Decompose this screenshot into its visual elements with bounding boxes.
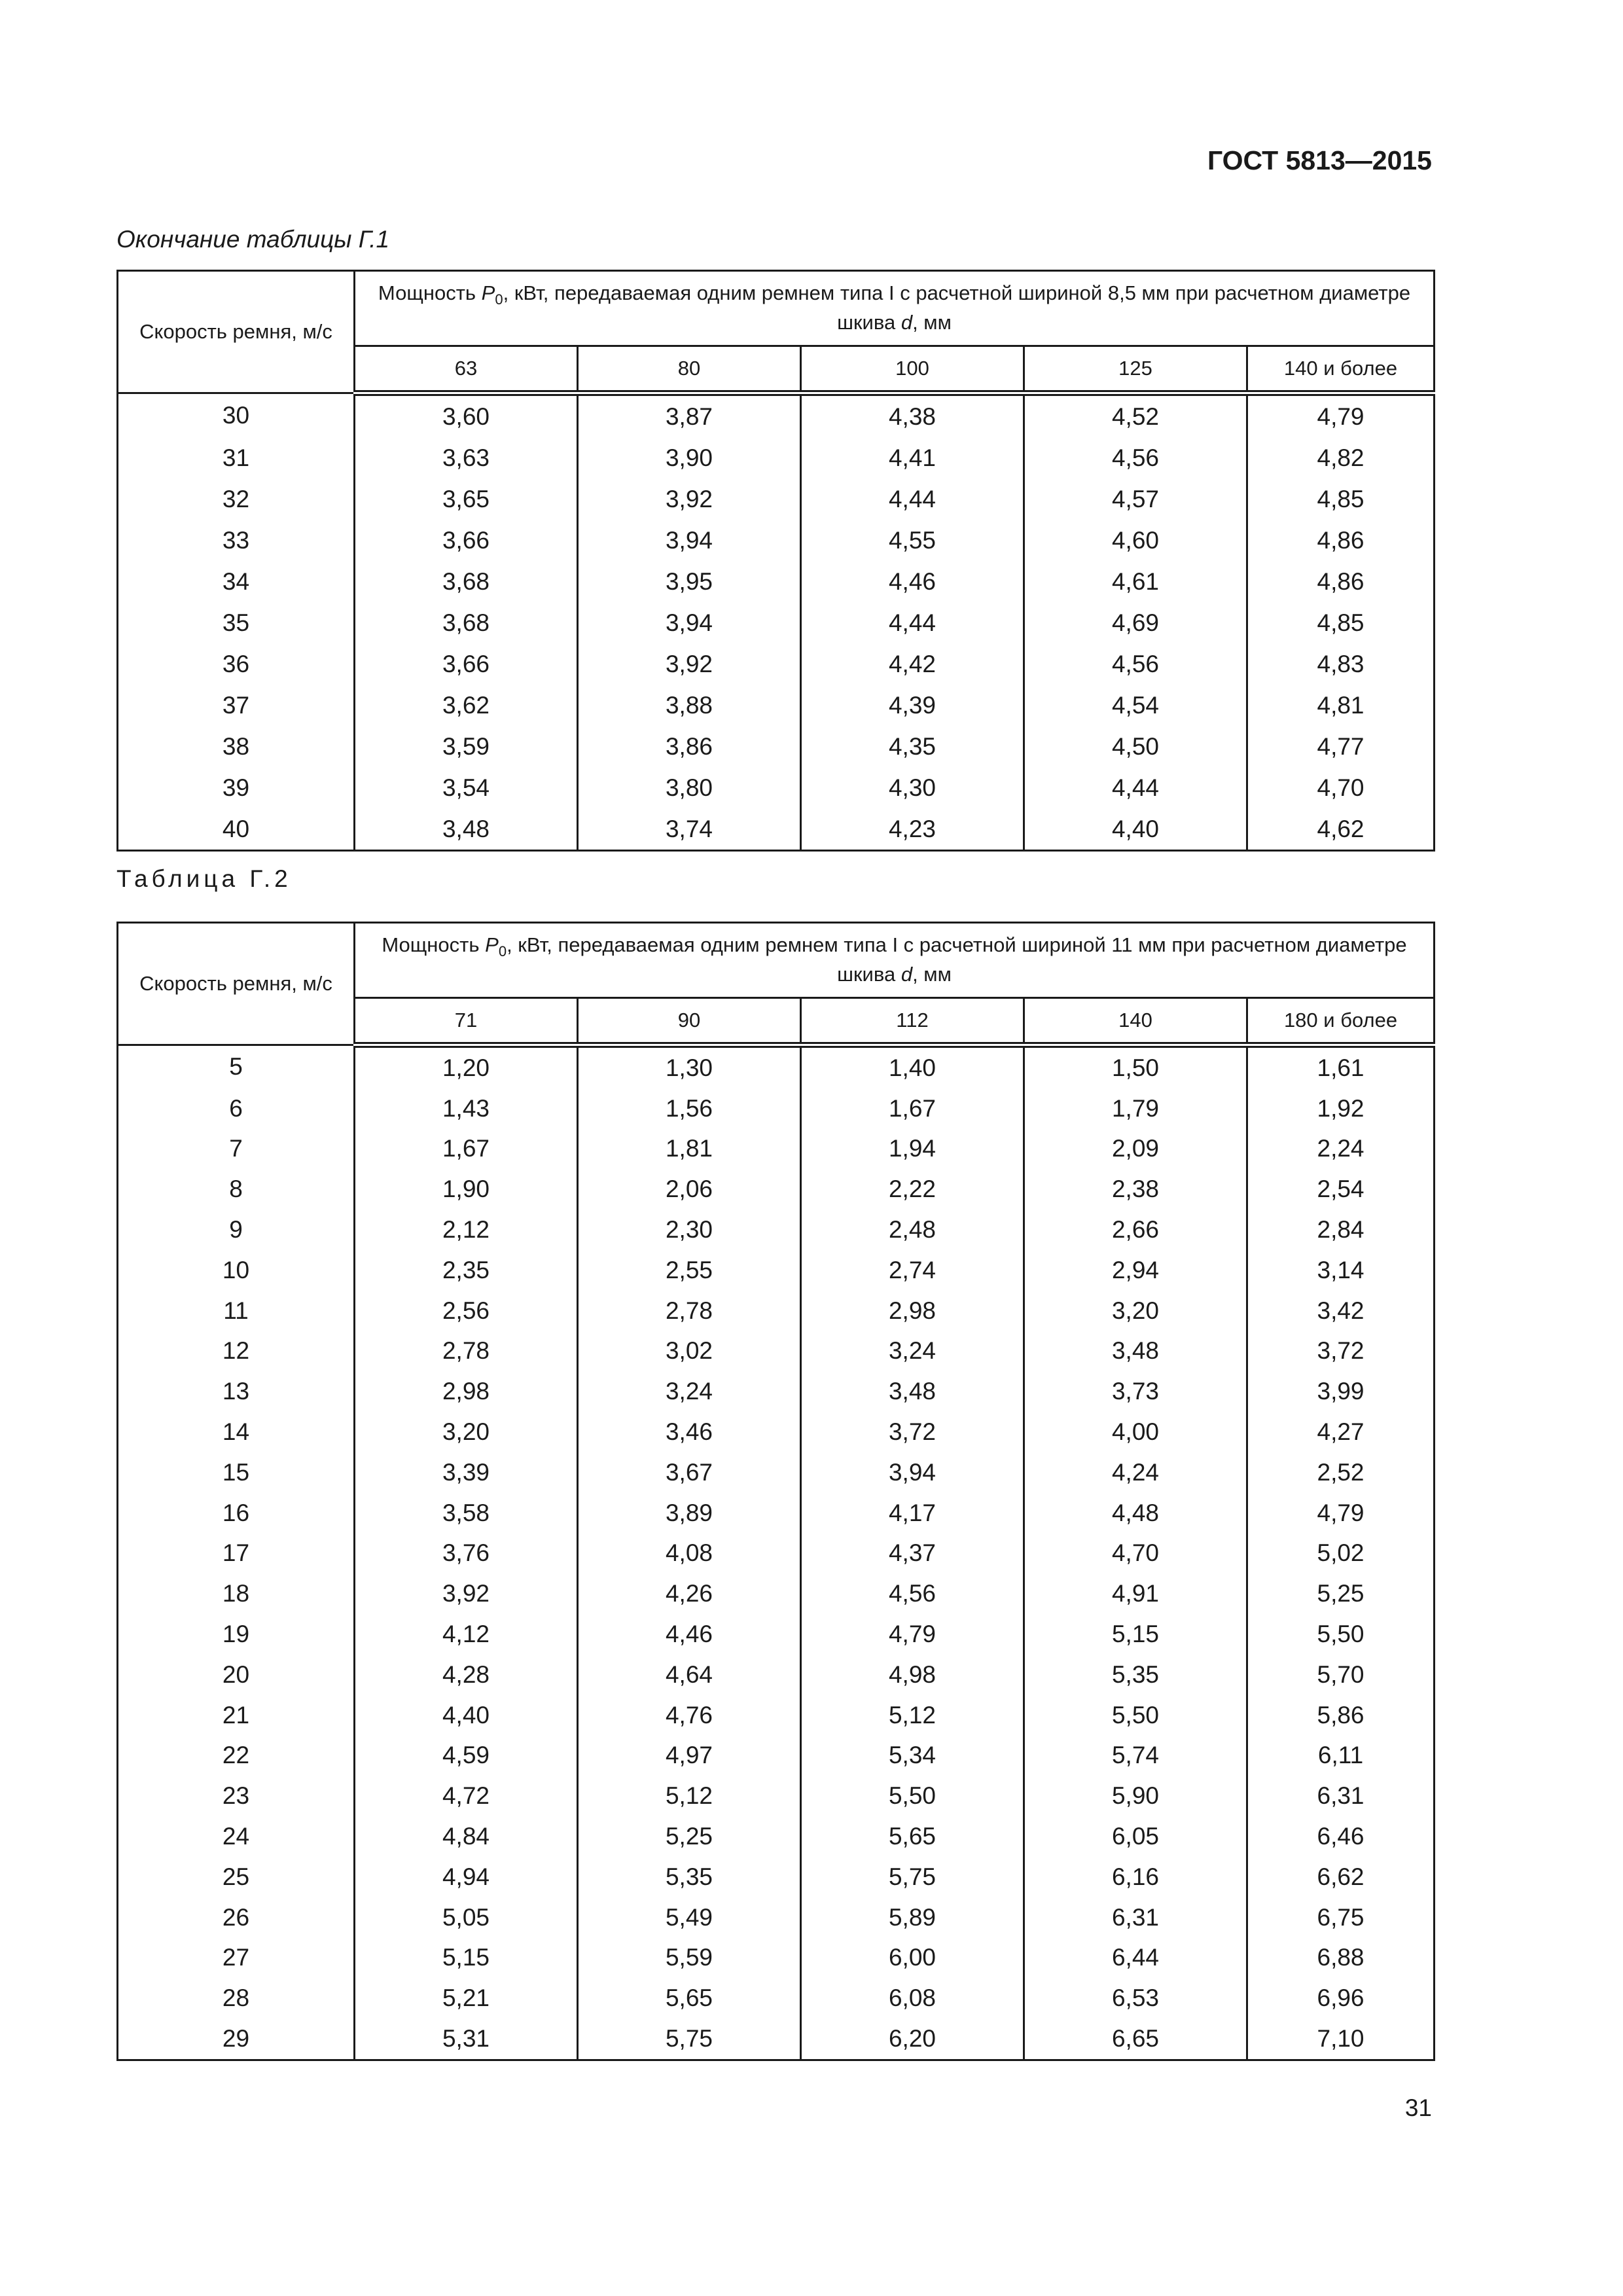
power-cell: 3,92 xyxy=(578,643,801,685)
power-cell: 6,00 xyxy=(801,1938,1024,1979)
table-row xyxy=(118,1291,1435,1331)
power-cell: 4,24 xyxy=(1024,1452,1247,1493)
power-cell: 1,67 xyxy=(355,1129,578,1170)
power-cell: 6,46 xyxy=(1247,1816,1435,1857)
power-symbol: P xyxy=(485,933,499,957)
speed-cell: 33 xyxy=(118,520,355,561)
power-cell: 6,05 xyxy=(1024,1816,1247,1857)
power-cell: 6,31 xyxy=(1024,1897,1247,1938)
power-cell: 3,89 xyxy=(578,1493,801,1534)
power-cell: 2,66 xyxy=(1024,1210,1247,1250)
speed-cell: 6 xyxy=(118,1088,355,1129)
power-cell: 2,30 xyxy=(578,1210,801,1250)
power-cell: 1,90 xyxy=(355,1169,578,1210)
power-cell: 4,70 xyxy=(1247,767,1435,808)
document-standard-number: ГОСТ 5813—2015 xyxy=(1207,145,1432,175)
table-row xyxy=(118,1250,1435,1291)
power-cell: 2,84 xyxy=(1247,1210,1435,1250)
power-cell: 5,02 xyxy=(1247,1534,1435,1574)
power-cell: 2,74 xyxy=(801,1250,1024,1291)
power-cell: 5,86 xyxy=(1247,1695,1435,1736)
speed-cell: 28 xyxy=(118,1978,355,2018)
power-cell: 4,08 xyxy=(578,1534,801,1574)
speed-cell: 10 xyxy=(118,1250,355,1291)
power-cell: 5,59 xyxy=(578,1938,801,1979)
power-cell: 3,20 xyxy=(1024,1291,1247,1331)
power-cell: 5,05 xyxy=(355,1897,578,1938)
power-cell: 5,65 xyxy=(578,1978,801,2018)
power-cell: 3,42 xyxy=(1247,1291,1435,1331)
table-row xyxy=(118,1614,1435,1655)
power-cell: 1,94 xyxy=(801,1129,1024,1170)
power-cell: 3,74 xyxy=(578,808,801,851)
power-cell: 5,75 xyxy=(578,2018,801,2060)
power-cell: 4,55 xyxy=(801,520,1024,561)
power-cell: 4,81 xyxy=(1247,685,1435,726)
table-row xyxy=(118,1776,1435,1816)
power-cell: 1,79 xyxy=(1024,1088,1247,1129)
power-cell: 3,72 xyxy=(801,1412,1024,1452)
speed-column-header: Скорость ремня, м/с xyxy=(118,923,355,1045)
table-row xyxy=(118,1371,1435,1412)
speed-cell: 32 xyxy=(118,478,355,520)
power-cell: 4,40 xyxy=(355,1695,578,1736)
power-cell: 4,39 xyxy=(801,685,1024,726)
power-cell: 1,61 xyxy=(1247,1045,1435,1088)
power-cell: 2,35 xyxy=(355,1250,578,1291)
page-number: 31 xyxy=(1404,2094,1432,2121)
power-cell: 2,56 xyxy=(355,1291,578,1331)
speed-cell: 34 xyxy=(118,561,355,602)
speed-cell: 30 xyxy=(118,393,355,438)
table-row xyxy=(118,2018,1435,2060)
power-cell: 2,48 xyxy=(801,1210,1024,1250)
power-cell: 4,35 xyxy=(801,726,1024,767)
power-cell: 3,14 xyxy=(1247,1250,1435,1291)
power-cell: 4,57 xyxy=(1024,478,1247,520)
table1-body xyxy=(118,393,1435,851)
power-cell: 2,38 xyxy=(1024,1169,1247,1210)
power-cell: 6,16 xyxy=(1024,1857,1247,1897)
diameter-header: 112 xyxy=(801,998,1024,1045)
speed-cell: 37 xyxy=(118,685,355,726)
power-cell: 4,77 xyxy=(1247,726,1435,767)
power-cell: 6,75 xyxy=(1247,1897,1435,1938)
power-cell: 3,86 xyxy=(578,726,801,767)
table-row xyxy=(118,1210,1435,1250)
power-symbol-subscript: 0 xyxy=(498,943,507,960)
power-cell: 3,02 xyxy=(578,1331,801,1372)
speed-cell: 29 xyxy=(118,2018,355,2060)
power-cell: 3,72 xyxy=(1247,1331,1435,1372)
speed-cell: 40 xyxy=(118,808,355,851)
power-cell: 6,44 xyxy=(1024,1938,1247,1979)
speed-cell: 39 xyxy=(118,767,355,808)
power-cell: 3,92 xyxy=(355,1573,578,1614)
speed-cell: 38 xyxy=(118,726,355,767)
table-row xyxy=(118,1412,1435,1452)
table2-caption: Таблица Г.2 xyxy=(116,865,292,892)
speed-cell: 5 xyxy=(118,1045,355,1088)
power-header-mid: , кВт, передаваемая одним ремнем типа I с расчетной шириной 11 мм при расчетном диаметре шкива xyxy=(507,933,1407,986)
power-cell: 4,30 xyxy=(801,767,1024,808)
power-header-pre: Мощность xyxy=(382,933,486,957)
speed-cell: 7 xyxy=(118,1129,355,1170)
power-cell: 3,99 xyxy=(1247,1371,1435,1412)
power-cell: 4,44 xyxy=(801,478,1024,520)
power-cell: 7,10 xyxy=(1247,2018,1435,2060)
diameter-header: 100 xyxy=(801,346,1024,393)
power-cell: 3,94 xyxy=(801,1452,1024,1493)
power-cell: 4,00 xyxy=(1024,1412,1247,1452)
power-cell: 5,31 xyxy=(355,2018,578,2060)
table-row xyxy=(118,1045,1435,1088)
power-cell: 5,12 xyxy=(578,1776,801,1816)
diameter-header: 180 и более xyxy=(1247,998,1435,1045)
diameter-header: 90 xyxy=(578,998,801,1045)
power-cell: 4,84 xyxy=(355,1816,578,1857)
power-cell: 4,85 xyxy=(1247,478,1435,520)
speed-cell: 22 xyxy=(118,1736,355,1776)
table-row xyxy=(118,1452,1435,1493)
power-cell: 2,09 xyxy=(1024,1129,1247,1170)
power-cell: 1,40 xyxy=(801,1045,1024,1088)
power-cell: 4,56 xyxy=(801,1573,1024,1614)
speed-cell: 14 xyxy=(118,1412,355,1452)
table-row xyxy=(118,1573,1435,1614)
power-cell: 3,58 xyxy=(355,1493,578,1534)
power-cell: 4,86 xyxy=(1247,561,1435,602)
power-cell: 4,94 xyxy=(355,1857,578,1897)
speed-cell: 23 xyxy=(118,1776,355,1816)
power-cell: 4,86 xyxy=(1247,520,1435,561)
speed-cell: 9 xyxy=(118,1210,355,1250)
power-cell: 4,46 xyxy=(578,1614,801,1655)
table-row xyxy=(118,1493,1435,1534)
power-cell: 6,65 xyxy=(1024,2018,1247,2060)
power-cell: 1,20 xyxy=(355,1045,578,1088)
power-cell: 4,59 xyxy=(355,1736,578,1776)
power-cell: 1,30 xyxy=(578,1045,801,1088)
power-cell: 3,20 xyxy=(355,1412,578,1452)
power-cell: 5,75 xyxy=(801,1857,1024,1897)
table-row xyxy=(118,1129,1435,1170)
power-cell: 4,97 xyxy=(578,1736,801,1776)
power-cell: 3,90 xyxy=(578,437,801,478)
power-cell: 3,94 xyxy=(578,520,801,561)
power-cell: 4,46 xyxy=(801,561,1024,602)
power-cell: 5,15 xyxy=(355,1938,578,1979)
power-cell: 3,24 xyxy=(801,1331,1024,1372)
power-cell: 4,61 xyxy=(1024,561,1247,602)
power-cell: 2,12 xyxy=(355,1210,578,1250)
power-cell: 4,26 xyxy=(578,1573,801,1614)
power-cell: 1,92 xyxy=(1247,1088,1435,1129)
power-cell: 6,20 xyxy=(801,2018,1024,2060)
power-column-header xyxy=(355,271,1435,346)
power-header-pre: Мощность xyxy=(378,281,482,305)
power-cell: 5,21 xyxy=(355,1978,578,2018)
table-row xyxy=(118,1978,1435,2018)
power-cell: 6,08 xyxy=(801,1978,1024,2018)
speed-cell: 36 xyxy=(118,643,355,685)
table-row xyxy=(118,1857,1435,1897)
power-cell: 4,37 xyxy=(801,1534,1024,1574)
table-row xyxy=(118,685,1435,726)
diameter-header: 63 xyxy=(355,346,578,393)
power-cell: 3,48 xyxy=(801,1371,1024,1412)
power-column-header xyxy=(355,923,1435,998)
table-row xyxy=(118,1169,1435,1210)
power-cell: 1,56 xyxy=(578,1088,801,1129)
power-cell: 3,76 xyxy=(355,1534,578,1574)
power-cell: 4,50 xyxy=(1024,726,1247,767)
power-cell: 5,74 xyxy=(1024,1736,1247,1776)
power-cell: 5,15 xyxy=(1024,1614,1247,1655)
power-cell: 4,42 xyxy=(801,643,1024,685)
power-cell: 3,48 xyxy=(1024,1331,1247,1372)
power-cell: 1,50 xyxy=(1024,1045,1247,1088)
power-cell: 4,27 xyxy=(1247,1412,1435,1452)
power-cell: 6,62 xyxy=(1247,1857,1435,1897)
speed-cell: 24 xyxy=(118,1816,355,1857)
power-cell: 5,49 xyxy=(578,1897,801,1938)
power-symbol: P xyxy=(481,281,495,305)
power-cell: 6,88 xyxy=(1247,1938,1435,1979)
power-cell: 4,56 xyxy=(1024,643,1247,685)
speed-cell: 15 xyxy=(118,1452,355,1493)
power-cell: 2,98 xyxy=(801,1291,1024,1331)
power-cell: 4,98 xyxy=(801,1655,1024,1695)
table-row xyxy=(118,767,1435,808)
table-row xyxy=(118,643,1435,685)
power-cell: 4,60 xyxy=(1024,520,1247,561)
table-row xyxy=(118,602,1435,643)
speed-cell: 35 xyxy=(118,602,355,643)
power-cell: 3,24 xyxy=(578,1371,801,1412)
power-cell: 3,46 xyxy=(578,1412,801,1452)
power-cell: 4,44 xyxy=(1024,767,1247,808)
table-g1-end xyxy=(116,270,1435,852)
table-row xyxy=(118,520,1435,561)
speed-cell: 21 xyxy=(118,1695,355,1736)
power-cell: 4,44 xyxy=(801,602,1024,643)
power-cell: 2,98 xyxy=(355,1371,578,1412)
speed-cell: 16 xyxy=(118,1493,355,1534)
power-cell: 3,66 xyxy=(355,520,578,561)
power-cell: 1,81 xyxy=(578,1129,801,1170)
power-header-post: , мм xyxy=(912,311,952,334)
power-cell: 1,43 xyxy=(355,1088,578,1129)
power-cell: 4,76 xyxy=(578,1695,801,1736)
diameter-header: 140 и более xyxy=(1247,346,1435,393)
power-cell: 4,12 xyxy=(355,1614,578,1655)
power-cell: 5,50 xyxy=(1247,1614,1435,1655)
diameter-symbol: d xyxy=(901,311,913,334)
power-cell: 2,52 xyxy=(1247,1452,1435,1493)
power-cell: 5,65 xyxy=(801,1816,1024,1857)
table-row xyxy=(118,1331,1435,1372)
speed-cell: 13 xyxy=(118,1371,355,1412)
speed-cell: 19 xyxy=(118,1614,355,1655)
power-cell: 3,66 xyxy=(355,643,578,685)
table-row xyxy=(118,1088,1435,1129)
power-cell: 4,85 xyxy=(1247,602,1435,643)
power-cell: 4,41 xyxy=(801,437,1024,478)
power-cell: 3,59 xyxy=(355,726,578,767)
diameter-header: 125 xyxy=(1024,346,1247,393)
power-cell: 2,24 xyxy=(1247,1129,1435,1170)
power-cell: 5,89 xyxy=(801,1897,1024,1938)
power-cell: 4,83 xyxy=(1247,643,1435,685)
table-row xyxy=(118,808,1435,851)
power-cell: 1,67 xyxy=(801,1088,1024,1129)
table-row xyxy=(118,561,1435,602)
speed-cell: 8 xyxy=(118,1169,355,1210)
speed-cell: 18 xyxy=(118,1573,355,1614)
power-cell: 5,34 xyxy=(801,1736,1024,1776)
power-cell: 5,35 xyxy=(1024,1655,1247,1695)
power-cell: 2,54 xyxy=(1247,1169,1435,1210)
speed-cell: 17 xyxy=(118,1534,355,1574)
table-row xyxy=(118,1655,1435,1695)
speed-cell: 31 xyxy=(118,437,355,478)
power-cell: 5,90 xyxy=(1024,1776,1247,1816)
power-cell: 3,80 xyxy=(578,767,801,808)
power-header-post: , мм xyxy=(912,963,952,986)
table1-caption: Окончание таблицы Г.1 xyxy=(116,226,390,253)
table-row xyxy=(118,726,1435,767)
diameter-header: 140 xyxy=(1024,998,1247,1045)
speed-cell: 26 xyxy=(118,1897,355,1938)
power-cell: 4,48 xyxy=(1024,1493,1247,1534)
power-cell: 4,52 xyxy=(1024,393,1247,438)
power-cell: 3,73 xyxy=(1024,1371,1247,1412)
power-cell: 5,25 xyxy=(578,1816,801,1857)
power-cell: 2,78 xyxy=(355,1331,578,1372)
table-row xyxy=(118,437,1435,478)
power-cell: 6,96 xyxy=(1247,1978,1435,2018)
table-row xyxy=(118,1938,1435,1979)
power-cell: 4,62 xyxy=(1247,808,1435,851)
diameter-header: 71 xyxy=(355,998,578,1045)
table-row xyxy=(118,1816,1435,1857)
table2-body xyxy=(118,1045,1435,2060)
power-cell: 4,79 xyxy=(801,1614,1024,1655)
power-cell: 4,64 xyxy=(578,1655,801,1695)
power-header-mid: , кВт, передаваемая одним ремнем типа I с расчетной шириной 8,5 мм при расчетном диаметре шкива xyxy=(503,281,1411,334)
power-cell: 4,79 xyxy=(1247,1493,1435,1534)
power-cell: 4,91 xyxy=(1024,1573,1247,1614)
power-cell: 4,70 xyxy=(1024,1534,1247,1574)
power-cell: 2,22 xyxy=(801,1169,1024,1210)
power-cell: 5,50 xyxy=(1024,1695,1247,1736)
power-cell: 4,82 xyxy=(1247,437,1435,478)
power-cell: 3,63 xyxy=(355,437,578,478)
table-row xyxy=(118,393,1435,438)
table-row xyxy=(118,1695,1435,1736)
power-cell: 3,54 xyxy=(355,767,578,808)
diameter-header: 80 xyxy=(578,346,801,393)
power-cell: 3,62 xyxy=(355,685,578,726)
power-cell: 5,12 xyxy=(801,1695,1024,1736)
power-cell: 5,25 xyxy=(1247,1573,1435,1614)
power-cell: 4,56 xyxy=(1024,437,1247,478)
power-cell: 4,69 xyxy=(1024,602,1247,643)
power-cell: 3,95 xyxy=(578,561,801,602)
table-row xyxy=(118,1534,1435,1574)
table-row xyxy=(118,1736,1435,1776)
power-cell: 3,67 xyxy=(578,1452,801,1493)
power-cell: 4,28 xyxy=(355,1655,578,1695)
power-cell: 2,78 xyxy=(578,1291,801,1331)
power-cell: 2,55 xyxy=(578,1250,801,1291)
power-cell: 3,65 xyxy=(355,478,578,520)
power-cell: 4,38 xyxy=(801,393,1024,438)
power-cell: 5,50 xyxy=(801,1776,1024,1816)
power-cell: 6,31 xyxy=(1247,1776,1435,1816)
power-cell: 2,94 xyxy=(1024,1250,1247,1291)
power-cell: 3,94 xyxy=(578,602,801,643)
speed-cell: 12 xyxy=(118,1331,355,1372)
speed-column-header: Скорость ремня, м/с xyxy=(118,271,355,393)
speed-cell: 20 xyxy=(118,1655,355,1695)
power-cell: 4,79 xyxy=(1247,393,1435,438)
power-cell: 5,35 xyxy=(578,1857,801,1897)
power-cell: 6,53 xyxy=(1024,1978,1247,2018)
power-cell: 4,40 xyxy=(1024,808,1247,851)
table-row xyxy=(118,1897,1435,1938)
power-cell: 2,06 xyxy=(578,1169,801,1210)
power-cell: 5,70 xyxy=(1247,1655,1435,1695)
power-cell: 4,72 xyxy=(355,1776,578,1816)
power-cell: 3,68 xyxy=(355,602,578,643)
power-cell: 4,17 xyxy=(801,1493,1024,1534)
diameter-symbol: d xyxy=(901,963,913,986)
table-g2 xyxy=(116,922,1435,2061)
power-cell: 6,11 xyxy=(1247,1736,1435,1776)
speed-cell: 11 xyxy=(118,1291,355,1331)
power-cell: 4,23 xyxy=(801,808,1024,851)
power-cell: 4,54 xyxy=(1024,685,1247,726)
speed-cell: 25 xyxy=(118,1857,355,1897)
power-cell: 3,68 xyxy=(355,561,578,602)
power-cell: 3,87 xyxy=(578,393,801,438)
power-symbol-subscript: 0 xyxy=(495,291,503,308)
power-cell: 3,60 xyxy=(355,393,578,438)
power-cell: 3,88 xyxy=(578,685,801,726)
speed-cell: 27 xyxy=(118,1938,355,1979)
power-cell: 3,39 xyxy=(355,1452,578,1493)
power-cell: 3,92 xyxy=(578,478,801,520)
table-row xyxy=(118,478,1435,520)
power-cell: 3,48 xyxy=(355,808,578,851)
